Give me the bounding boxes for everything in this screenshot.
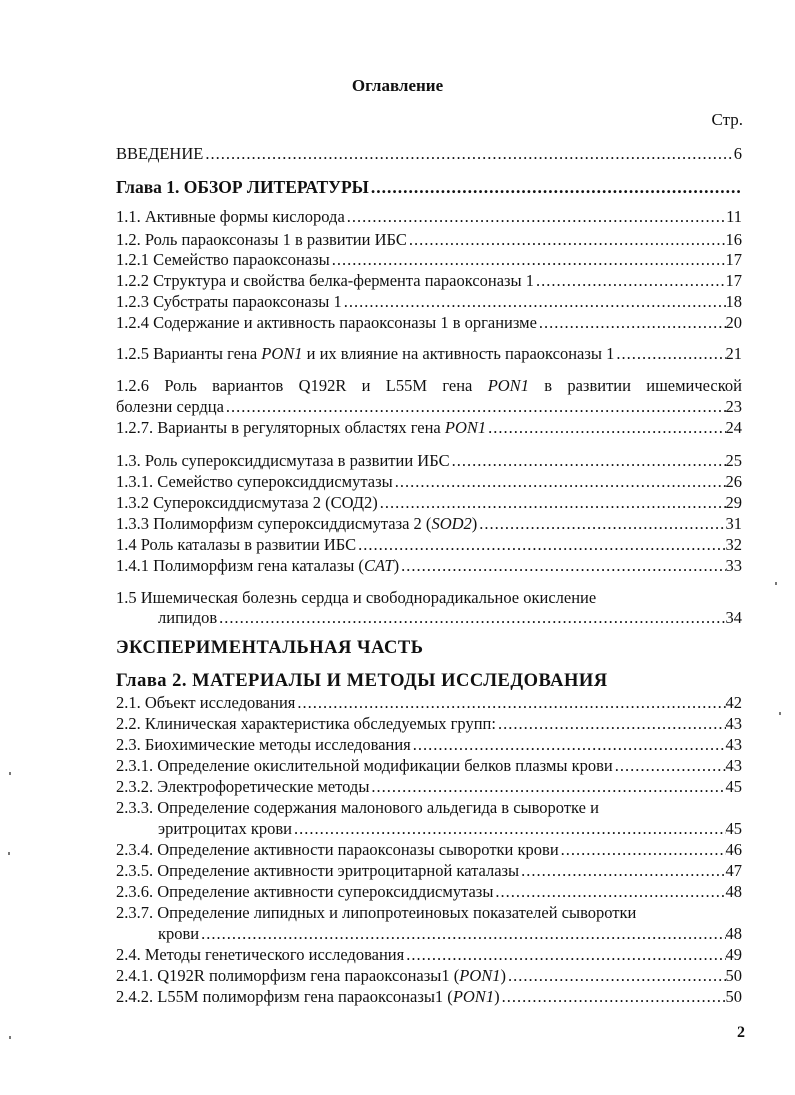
toc-entry-line1: 2.3.3. Определение содержания малонового альдегида в сыворотке и — [116, 798, 599, 817]
toc-chapter-heading: Глава 2. МАТЕРИАЛЫ И МЕТОДЫ ИССЛЕДОВАНИЯ — [116, 671, 608, 691]
toc-entry: 1.3.1. Семейство супероксиддисмутазы ..... 26 — [116, 472, 742, 492]
toc-entry: 2.3.4. Определение активности параоксоназы сыворотки крови ..... 46 — [116, 840, 742, 860]
toc-entry: крови ..... 48 — [158, 924, 742, 944]
toc-entry: 1.3.2 Супероксиддисмутаза 2 (СОД2) ..... 29 — [116, 493, 742, 513]
toc-entry: 1.3. Роль супероксиддисмутаза в развитии ИБС ..... 25 — [116, 451, 742, 471]
toc-entry-line1: 1.2.6 Роль вариантов Q192R и L55M гена PON1 в развитии ишемической — [116, 376, 742, 395]
toc-entry: ВВЕДЕНИЕ ..... 6 — [116, 144, 742, 164]
scan-speck — [775, 582, 777, 585]
toc-entry: 1.2.5 Варианты гена PON1 и их влияние на активность параоксоназы 1 ..... 21 — [116, 344, 742, 364]
page-column-label: Стр. — [711, 110, 743, 129]
toc-entry-line1: 2.3.7. Определение липидных и липопротеиновых показателей сыворотки — [116, 903, 637, 922]
toc-entry: 1.4.1 Полиморфизм гена каталазы (CAT) ..... 33 — [116, 556, 742, 576]
toc-entry: 1.2.1 Семейство параоксоназы ..... 17 — [116, 250, 742, 270]
toc-entry: 2.1. Объект исследования ..... 42 — [116, 693, 742, 713]
toc-entry: 2.2. Клиническая характеристика обследуемых групп: ..... 43 — [116, 714, 742, 734]
section-heading: ЭКСПЕРИМЕНТАЛЬНАЯ ЧАСТЬ — [116, 638, 424, 658]
toc-entry: 1.2.2 Структура и свойства белка-фермента параоксоназы 1 ..... 17 — [116, 271, 742, 291]
toc-entry: 2.3.1. Определение окислительной модификации белков плазмы крови ..... 43 — [116, 756, 742, 776]
toc-entry: 1.2.7. Варианты в регуляторных областях гена PON1 ..... 24 — [116, 418, 742, 438]
toc-entry: 2.4.2. L55M полиморфизм гена параоксоназы1 (PON1) ..... 50 — [116, 987, 742, 1007]
toc-entry: 2.3.2. Электрофоретические методы ..... 45 — [116, 777, 742, 797]
toc-entry: 1.4 Роль каталазы в развитии ИБС ..... 32 — [116, 535, 742, 555]
toc-entry: 1.2.3 Субстраты параоксоназы 1 ..... 18 — [116, 292, 742, 312]
toc-entry: 1.2. Роль параоксоназы 1 в развитии ИБС ..... 16 — [116, 230, 742, 250]
toc-entry: 1.1. Активные формы кислорода ..... 11 — [116, 207, 742, 227]
toc-entry: 2.4. Методы генетического исследования ..... 49 — [116, 945, 742, 965]
toc-entry: эритроцитах крови ..... 45 — [158, 819, 742, 839]
toc-entry: липидов ..... 34 — [158, 608, 742, 628]
toc-entry: 2.3.5. Определение активности эритроцитарной каталазы ..... 47 — [116, 861, 742, 881]
toc-entry: болезни сердца ..... 23 — [116, 397, 742, 417]
scan-speck — [8, 852, 10, 855]
toc-entry: 2.3. Биохимические методы исследования ..... 43 — [116, 735, 742, 755]
toc-entry: 1.2.4 Содержание и активность параоксоназы 1 в организме ..... 20 — [116, 313, 742, 333]
scan-speck — [9, 1036, 11, 1039]
page-number: 2 — [737, 1024, 745, 1041]
scan-speck — [9, 772, 11, 775]
toc-entry-line1: 1.5 Ишемическая болезнь сердца и свободнорадикальное окисление — [116, 588, 597, 607]
page-title: Оглавление — [351, 76, 444, 95]
toc-entry: 1.3.3 Полиморфизм супероксиддисмутаза 2 (SOD2) ..... 31 — [116, 514, 742, 534]
toc-entry: 2.4.1. Q192R полиморфизм гена параоксоназы1 (PON1) ..... 50 — [116, 966, 742, 986]
scan-speck — [779, 712, 781, 715]
toc-chapter-heading: Глава 1. ОБЗОР ЛИТЕРАТУРЫ ..... — [116, 177, 742, 197]
toc-entry: 2.3.6. Определение активности супероксиддисмутазы ..... 48 — [116, 882, 742, 902]
